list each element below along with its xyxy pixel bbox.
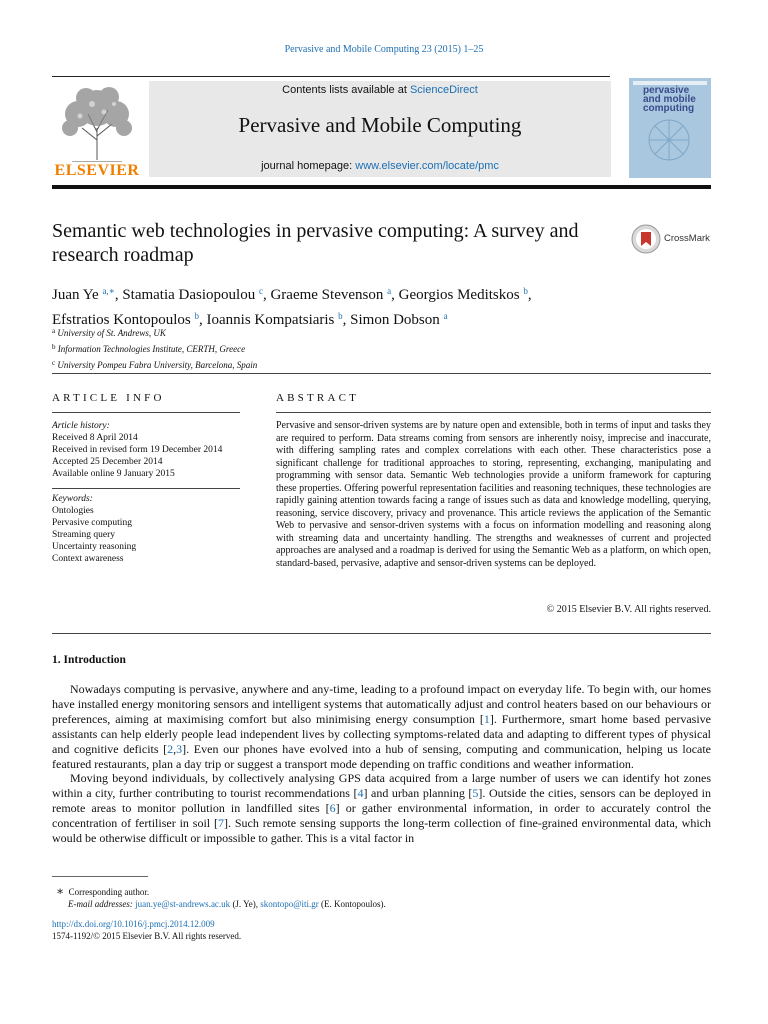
- abstract-heading: ABSTRACT: [276, 392, 360, 404]
- author-name: Efstratios Kontopoulos: [52, 312, 191, 328]
- email-owner: (J. Ye),: [230, 899, 261, 909]
- journal-homepage-line: [149, 160, 611, 172]
- author-separator: ,: [262, 287, 271, 303]
- text-run: ]. Even our phones have evolved into a hub of sensing, computing and communication, helping us locate featured restaurants, plan a day trip or suggest a transport mode depending on traffic conditions and weather information.: [52, 741, 712, 771]
- paragraph: [52, 771, 711, 846]
- issn-line: 1574-1192/© 2015 Elsevier B.V. All rights reserved.: [52, 931, 242, 941]
- keywords-label: Keywords:: [52, 494, 93, 504]
- affiliation-marker: a: [52, 327, 56, 335]
- keyword: Streaming query: [52, 530, 116, 540]
- footnote-text: Corresponding author.: [68, 887, 150, 897]
- crossmark-badge[interactable]: [631, 224, 713, 254]
- cover-title: pervasive and mobile computing: [643, 85, 696, 114]
- author-name: Juan Ye: [52, 287, 99, 303]
- footnote-marker: ∗: [56, 884, 65, 898]
- masthead-top-rule: [52, 76, 610, 77]
- intro-body: [52, 682, 711, 846]
- author-name: Georgios Meditskos: [398, 287, 520, 303]
- keyword: Pervasive computing: [52, 518, 132, 528]
- citation-link[interactable]: 2: [167, 741, 174, 756]
- abstract-text: Pervasive and sensor-driven systems are by nature open and extensible, both in terms of input and tasks they are required to perform. Data streams coming from sensors are inherently noisy, imprecise and inaccurate, with differing sampling rates and complex correlations with each other. These characteristics pose a significant challenge for traditional approaches to storing, representing, exchanging, manipulating and programming with sensor data. Semantic Web technologies provide a uniform framework for capturing these properties. Offering powerful representation facilities and reasoning techniques, these technologies are rapidly gaining attention towards facing a range of issues such as data and knowledge modelling, querying, reasoning, service discovery, privacy and provenance. This article reviews the application of the Semantic Web to pervasive and sensor-driven systems with a focus on information modelling and reasoning along with streaming data and uncertainty handling. The strengths and weaknesses of current and projected approaches are analysed and a roadmap is derived for using the Semantic Web as a platform, on which open, standard-based, pervasive, adaptive and sensor-driven systems can be deployed.: [276, 420, 711, 569]
- info-section-rule: [52, 412, 240, 413]
- citation-link[interactable]: 6: [329, 801, 336, 816]
- author-name: Simon Dobson: [350, 312, 440, 328]
- info-top-rule: [52, 373, 711, 374]
- history-item: Available online 9 January 2015: [52, 469, 175, 479]
- author: [399, 287, 532, 303]
- author-affiliation-marker[interactable]: a: [387, 286, 392, 296]
- paragraph: Nowadays computing is pervasive, anywhere and any-time, leading to a profound impact on everyday life. To begin with, our homes have installed energy monitoring sensors and intelligent systems that automatically adjust and control heaters based on our behaviours or preferences, aiming at maximising comfort but also minimising energy consumption [1]. Furthermore, smart home based pervasive assistants can help elderly people lead independent lives by collecting symptoms-related data and adapting to different types of physical and cognitive deficits [2,3]. Even our phones have evolved into a hub of sensing, computing and communication, helping us locate featured restaurants, plan a day trip or suggest a transport mode depending on traffic conditions and weather information.: [52, 682, 712, 771]
- history-label: Article history:: [52, 421, 110, 431]
- author-name: Stamatia Dasiopoulou: [122, 287, 256, 303]
- author: [52, 287, 122, 303]
- author-affiliation-marker[interactable]: c: [258, 286, 263, 296]
- text-run: ] and urban planning [: [363, 786, 473, 801]
- article-info-heading: ARTICLE INFO: [52, 392, 165, 404]
- author-name: Graeme Stevenson: [270, 287, 384, 303]
- sciencedirect-link[interactable]: ScienceDirect: [409, 84, 478, 96]
- email-link[interactable]: juan.ye@st-andrews.ac.uk: [135, 899, 231, 909]
- affiliation: [52, 324, 452, 340]
- homepage-link[interactable]: www.elsevier.com/locate/pmc: [355, 160, 499, 172]
- journal-cover-image: [629, 78, 711, 178]
- affiliation-text: University of St. Andrews, UK: [57, 328, 166, 338]
- abstract-copyright: © 2015 Elsevier B.V. All rights reserved.: [546, 604, 711, 615]
- email-link[interactable]: skontopo@iti.gr: [260, 899, 319, 909]
- citation-link[interactable]: 1: [483, 711, 490, 726]
- keyword: Context awareness: [52, 554, 124, 564]
- article-title: Semantic web technologies in pervasive computing: A survey and research roadmap: [52, 220, 579, 266]
- history-item: Received in revised form 19 December 2014: [52, 445, 223, 455]
- keyword-list: [52, 493, 242, 565]
- elsevier-wordmark: ELSEVIER: [54, 162, 140, 179]
- journal-name: Pervasive and Mobile Computing: [238, 113, 522, 137]
- text-run: ]. Furthermore, smart home based pervasive assistants can help elderly people lead independent lives by collecting symptoms-related data and adapting to different types of physical and cognitive deficits [: [52, 711, 711, 756]
- citation-link[interactable]: 7: [217, 816, 224, 831]
- author-affiliation-marker[interactable]: b: [194, 311, 199, 321]
- crossmark-label: CrossMark: [664, 233, 710, 244]
- citation-link[interactable]: 3: [176, 741, 183, 756]
- keyword: Ontologies: [52, 506, 94, 516]
- crossmark-icon: [631, 224, 663, 254]
- journal-reference[interactable]: Pervasive and Mobile Computing 23 (2015) 1–25: [284, 44, 484, 55]
- author: [122, 287, 270, 303]
- footnote-rule: [52, 876, 148, 877]
- masthead-bottom-rule: [52, 185, 711, 189]
- affiliation: [52, 356, 452, 372]
- author-affiliation-marker[interactable]: b: [338, 311, 343, 321]
- article-history: [52, 420, 242, 480]
- author-separator: ,: [342, 312, 351, 328]
- text-run: ] or gather environmental information, in order to accurately control the concentration of fertiliser in soil [: [52, 801, 711, 831]
- email-note: [68, 898, 668, 910]
- affiliation-marker: c: [52, 359, 56, 367]
- affiliation-text: University Pompeu Fabra University, Barcelona, Spain: [57, 360, 258, 370]
- history-item: Accepted 25 December 2014: [52, 457, 163, 467]
- citation-link[interactable]: 4: [357, 786, 364, 801]
- abstract-section-rule: [276, 412, 711, 413]
- text-run: ]. Outside the cities, sensors can be deployed in remote areas to monitor pollution in landfilled sites [: [52, 786, 711, 816]
- author-separator: ,: [391, 287, 399, 303]
- abstract-bottom-rule: [52, 633, 711, 634]
- email-owner: (E. Kontopoulos).: [318, 899, 386, 909]
- keyword: Uncertainty reasoning: [52, 542, 137, 552]
- contents-line: [149, 84, 611, 96]
- keywords-rule: [52, 488, 240, 489]
- author-separator: ,: [199, 312, 207, 328]
- affiliation-text: Information Technologies Institute, CERTH, Greece: [57, 344, 246, 354]
- email-label: E-mail addresses:: [68, 899, 136, 909]
- author-affiliation-marker[interactable]: a,∗: [102, 286, 115, 296]
- author-separator: ,: [114, 287, 123, 303]
- author-affiliation-marker[interactable]: b: [523, 286, 528, 296]
- affiliation-marker: b: [52, 343, 56, 351]
- corresponding-author-note: [52, 885, 552, 898]
- contents-prefix: Contents lists available at: [282, 84, 410, 96]
- affiliation-list: [52, 324, 452, 372]
- homepage-prefix: journal homepage:: [261, 160, 356, 172]
- author-name: Ioannis Kompatsiaris: [206, 312, 335, 328]
- author-affiliation-marker[interactable]: a: [443, 311, 448, 321]
- author-separator: ,: [527, 287, 532, 303]
- doi-link[interactable]: http://dx.doi.org/10.1016/j.pmcj.2014.12.009: [52, 919, 215, 929]
- text-run: ]. Such remote sensing supports the long-term collection of fine-grained environmental data, which would be otherwise difficult or impossible to gather. This is a vital factor in: [52, 816, 711, 846]
- author: [270, 287, 398, 303]
- history-item: Received 8 April 2014: [52, 433, 138, 443]
- section-heading-introduction: 1. Introduction: [52, 654, 126, 666]
- citation-link[interactable]: 5: [472, 786, 479, 801]
- text-run: Moving beyond individuals, by collectively analysing GPS data acquired from a large number of users we can identify hot zones within a city, further contributing to tourist recommendations [: [52, 771, 711, 801]
- affiliation: [52, 340, 452, 356]
- text-run: Nowadays computing is pervasive, anywhere and any-time, leading to a profound impact on everyday life. To begin with, our homes have installed energy monitoring sensors and intelligent systems that automatically adjust and control heaters based on our behaviours or preferences, aiming at maximising comfort but also minimising energy consumption [: [52, 682, 711, 726]
